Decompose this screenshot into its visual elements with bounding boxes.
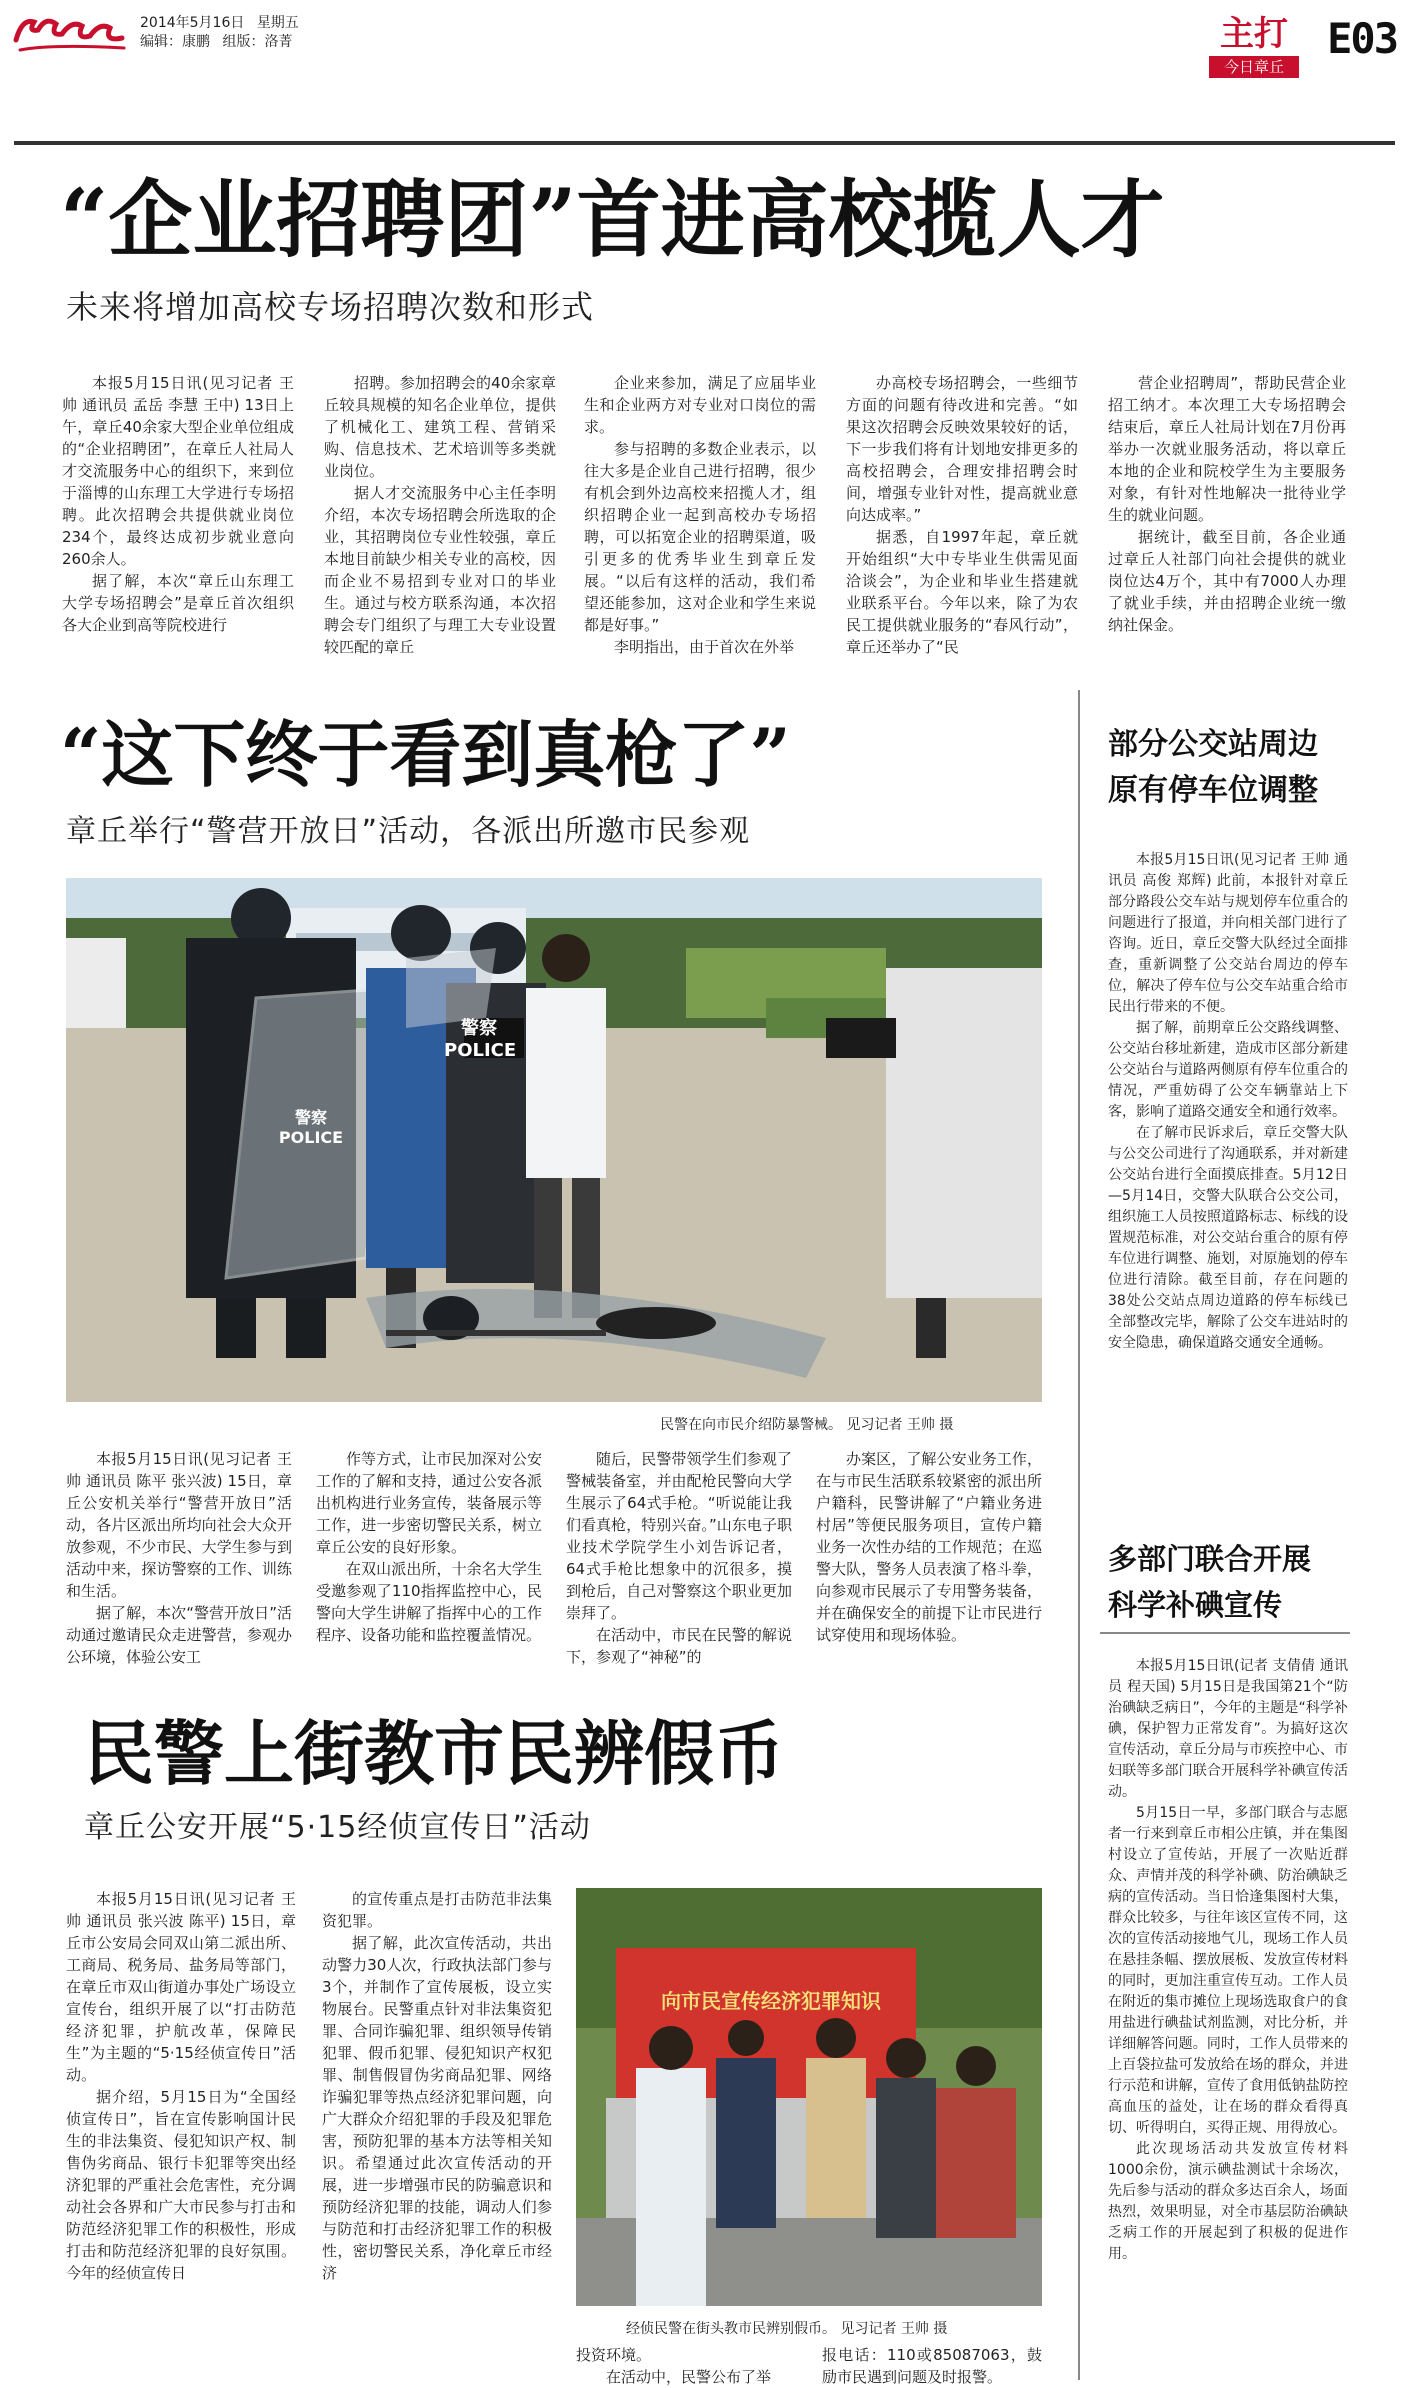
masthead-rule xyxy=(14,141,1395,145)
issue-date: 2014年5月16日 xyxy=(140,15,245,31)
sidebar-a-paragraph: 在了解市民诉求后，章丘交警大队与公交公司进行了沟通联系，并对新建公交站台进行全面摸底排查。5月12日—5月14日，交警大队联合公交公司，组织施工人员按照道路标志、标线的设置规范标准，对公交站台重合的原有停车位进行调整、施划，对原施划的停车位进行清除。截至目前，存在问题的38处公交站点周边道路的停车标线已全部整改完毕，解除了公交车进站时的安全隐患，确保道路交通安全通畅。 xyxy=(1108,1125,1348,1351)
story3-headline: 民警上街教市民辨假币 xyxy=(84,1712,784,1795)
photo-shield-label xyxy=(271,1108,351,1148)
story1-column-4 xyxy=(846,372,1078,656)
story1-column-2 xyxy=(324,372,556,656)
story2-subhead: 章丘举行“警营开放日”活动，各派出所邀市民参观 xyxy=(66,814,751,849)
photo-shield-police: POLICE xyxy=(278,1128,344,1147)
story2-column-1 xyxy=(66,1448,292,1666)
story1-paragraph: 据统计，截至目前，各企业通过章丘人社部门向社会提供的就业岗位达4万个，其中有7000人办理了就业手续，并由招聘企业统一缴纳社保金。 xyxy=(1108,528,1346,634)
sidebar-separator xyxy=(1100,1632,1350,1634)
sidebar-a-body xyxy=(1108,850,1348,1620)
story3-paragraph: 报电话：110或85087063，鼓励市民遇到问题及时报警。 xyxy=(822,2346,1042,2386)
sidebar-b-paragraph: 本报5月15日讯(记者 支倩倩 通讯员 程天国) 5月15日是我国第21个“防治碘缺乏病日”，今年的主题是“科学补碘，保护智力正常发育”。为搞好这次宣传活动，章丘分局与市疾控中心、市妇联等多部门联合开展科学补碘宣传活动。 xyxy=(1108,1658,1348,1800)
story2-headline: “这下终于看到真枪了” xyxy=(60,712,791,797)
story3-column-3 xyxy=(576,2344,802,2386)
story3-column-2 xyxy=(322,1888,552,2378)
story3-paragraph: 据了解，此次宣传活动，共出动警力30人次，行政执法部门参与3个，并制作了宣传展板，设立实物展台。民警重点针对非法集资犯罪、合同诈骗犯罪、组织领导传销犯罪、假币犯罪、侵犯知识产权犯罪、制售假冒伪劣商品犯罪、网络诈骗犯罪等热点经济犯罪问题，向广大群众介绍犯罪的手段及犯罪危害，预防犯罪的基本方法等相关知识。希望通过此次宣传活动的开展，进一步增强市民的防骗意识和预防经济犯罪的技能，调动人们参与防范和打击经济犯罪工作的积极性，密切警民关系，净化章丘市经济 xyxy=(322,1934,552,2282)
editor-credit: 编辑：康鹏 xyxy=(140,34,210,50)
story1-paragraph: 参与招聘的多数企业表示，以往大多是企业自己进行招聘，很少有机会到外边高校来招揽人才，组织招聘企业一起到高校办专场招聘，可以拓宽企业的招聘渠道，吸引更多的优秀毕业生到章丘发展。“以后有这样的活动，我们希望还能参加，这对企业和学生来说都是好事。” xyxy=(584,440,816,634)
story3-paragraph: 的宣传重点是打击防范非法集资犯罪。 xyxy=(322,1890,552,1930)
section-subname: 今日章丘 xyxy=(1209,56,1299,78)
story3-subhead: 章丘公安开展“5·15经侦宣传日”活动 xyxy=(84,1810,591,1845)
story2-paragraph: 据了解，本次“警营开放日”活动通过邀请民众走进警营，参观办公环境，体验公安工 xyxy=(66,1604,292,1666)
story1-headline: “企业招聘团”首进高校揽人才 xyxy=(60,170,1165,269)
newspaper-logo-mark xyxy=(12,10,130,56)
sidebar-b-paragraph: 此次现场活动共发放宣传材料1000余份，演示碘盐测试十余场次，先后参与活动的群众多达百余人，场面热烈，效果明显，对全市基层防治碘缺乏病工作的开展起到了积极的促进作用。 xyxy=(1108,2141,1348,2262)
story3-column-4 xyxy=(822,2344,1042,2386)
story3-paragraph: 投资环境。 xyxy=(576,2346,652,2364)
story2-photo-caption: 民警在向市民介绍防暴警械。 见习记者 王帅 摄 xyxy=(660,1417,954,1433)
story2-photo-image xyxy=(66,878,1042,1402)
story2-paragraph: 在双山派出所，十余名大学生受邀参观了110指挥监控中心，民警向大学生讲解了指挥中心的工作程序、设备功能和监控覆盖情况。 xyxy=(316,1560,542,1644)
story2-column-3 xyxy=(566,1448,792,1666)
story3-photo xyxy=(576,1888,1042,2306)
newspaper-logo xyxy=(12,10,130,56)
section-label xyxy=(1209,14,1299,78)
story2-photo xyxy=(66,878,1042,1402)
story2-column-2 xyxy=(316,1448,542,1648)
story1-column-1 xyxy=(62,372,294,650)
story1-paragraph: 营企业招聘周”，帮助民营企业招工纳才。本次理工大专场招聘会结束后，章丘人社局计划在7月份再举办一次就业服务活动，将以章丘本地的企业和院校学生为主要服务对象，有针对性地解决一批待业学生的就业问题。 xyxy=(1108,374,1346,524)
story3-photo-image xyxy=(576,1888,1042,2306)
sidebar-a-title-line1: 部分公交站周边 xyxy=(1108,727,1318,762)
photo-shield-cn: 警察 xyxy=(294,1108,327,1127)
story1-paragraph: 据人才交流服务中心主任李明介绍，本次专场招聘会所选取的企业，其招聘岗位专业性较强，章丘本地目前缺少相关专业的高校，因而企业不易招到专业对口的毕业生。通过与校方联系沟通，本次招聘会专门组织了与理工大专业设置较匹配的章丘 xyxy=(324,484,556,656)
story2-paragraph: 本报5月15日讯(见习记者 王帅 通讯员 陈平 张兴波) 15日，章丘公安机关举行“警营开放日”活动，各片区派出所均向社会大众开放参观，不少市民、大学生参与到活动中来，探访警察的工作、训练和生活。 xyxy=(66,1450,292,1600)
story3-paragraph: 在活动中，民警公布了举 xyxy=(606,2368,772,2386)
story1-column-3 xyxy=(584,372,816,656)
story2-column-4 xyxy=(816,1448,1042,1648)
story1-paragraph: 本报5月15日讯(见习记者 王帅 通讯员 孟岳 李慧 王中) 13日上午，章丘40余家大型企业单位组成的“企业招聘团”，在章丘人社局人才交流服务中心的组织下，来到位于淄博的山东理工大学进行专场招聘。此次招聘会共提供就业岗位234个，最终达成初步就业意向260余人。 xyxy=(62,374,294,568)
photo-vest-police: POLICE xyxy=(444,1040,517,1061)
issue-weekday: 星期五 xyxy=(256,15,299,31)
sidebar-b-title-line2: 科学补碘宣传 xyxy=(1108,1588,1283,1622)
story1-paragraph: 李明指出，由于首次在外举 xyxy=(614,638,795,656)
sidebar-b-paragraph: 5月15日一早，多部门联合与志愿者一行来到章丘市相公庄镇，并在集图村设立了宣传站，开展了一次贴近群众、声情并茂的科学补碘、防治碘缺乏病的宣传活动。当日恰逢集图村大集，群众比较多，与往年该区宣传不同，这次的宣传活动接地气儿，现场工作人员在悬挂条幅、摆放展板、发放宣传材料的同时，更加注重宣传互动。工作人员在附近的集市摊位上现场选取食户的食用盐进行碘盐试剂监测，对比分析，并详细解答问题。同时，工作人员带来的上百袋拉盐可发放给在场的群众，并进行示范和讲解，宣传了食用低钠盐防控高血压的益处，让在场的群众看得真切、听得明白，买得正规、用得放心。 xyxy=(1108,1805,1348,2136)
issue-meta xyxy=(140,14,307,52)
sidebar-a-title-line2: 原有停车位调整 xyxy=(1108,773,1318,808)
story1-paragraph: 企业来参加，满足了应届毕业生和企业两方对专业对口岗位的需求。 xyxy=(584,374,816,436)
sidebar-story-b xyxy=(1108,1536,1348,1628)
sidebar-b-title-line1: 多部门联合开展 xyxy=(1108,1542,1312,1576)
sidebar-b-body xyxy=(1108,1656,1348,2380)
story2-paragraph: 在活动中，市民在民警的解说下，参观了“神秘”的 xyxy=(566,1626,792,1666)
sidebar-a-paragraph: 本报5月15日讯(见习记者 王帅 通讯员 高俊 郑辉) 此前，本报针对章丘部分路段公交车站与规划停车位重合的问题进行了报道，并向相关部门进行了咨询。近日，章丘交警大队经过全面排查，重新调整了公交站台周边的停车位，解决了停车位与公交车站重合给市民出行带来的不便。 xyxy=(1108,852,1348,1015)
page-number: E03 xyxy=(1327,14,1397,63)
sidebar-divider xyxy=(1078,690,1080,2380)
story1-paragraph: 据悉，自1997年起，章丘就开始组织“大中专毕业生供需见面洽谈会”，为企业和毕业生搭建就业联系平台。今年以来，除了为农民工提供就业服务的“春风行动”，章丘还举办了“民 xyxy=(846,528,1078,656)
sidebar-story-a xyxy=(1108,722,1348,814)
section-name: 主打 xyxy=(1220,14,1288,54)
story3-photo-caption: 经侦民警在街头教市民辨别假币。 见习记者 王帅 摄 xyxy=(626,2321,948,2337)
story1-paragraph: 据了解，本次“章丘山东理工大学专场招聘会”是章丘首次组织各大企业到高等院校进行 xyxy=(62,572,294,634)
story3-paragraph: 据介绍，5月15日为“全国经侦宣传日”，旨在宣传影响国计民生的非法集资、侵犯知识产权、制售伪劣商品、银行卡犯罪等突出经济犯罪的严重社会危害性，充分调动社会各界和广大市民参与打击和防范经济犯罪工作的积极性，形成打击和防范经济犯罪的良好氛围。今年的经侦宣传日 xyxy=(66,2088,296,2282)
story2-paragraph: 作等方式，让市民加深对公安工作的了解和支持，通过公安各派出机构进行业务宣传，装备展示等工作，进一步密切警民关系，树立章丘公安的良好形象。 xyxy=(316,1450,542,1556)
photo-vest-cn: 警察 xyxy=(461,1018,497,1039)
story1-column-5 xyxy=(1108,372,1346,650)
story2-paragraph: 办案区，了解公安业务工作，在与市民生活联系较紧密的派出所户籍科，民警讲解了“户籍业务进村居”等便民服务项目，宣传户籍业务一次性办结的工作规范；在巡警大队，警务人员表演了格斗拳，向参观市民展示了专用警务装备，并在确保安全的前提下让市民进行试穿使用和现场体验。 xyxy=(816,1450,1042,1644)
story1-paragraph: 招聘。参加招聘会的40余家章丘较具规模的知名企业单位，提供了机械化工、建筑工程、营销采购、信息技术、艺术培训等多类就业岗位。 xyxy=(324,374,556,480)
story3-column-1 xyxy=(66,1888,296,2378)
photo-vest-label xyxy=(444,1018,517,1062)
story2-paragraph: 随后，民警带领学生们参观了警械装备室，并由配枪民警向大学生展示了64式手枪。“听说能让我们看真枪，特别兴奋。”山东电子职业技术学院学生小刘告诉记者，64式手枪比想象中的沉很多，摸到枪后，自己对警察这个职业更加崇拜了。 xyxy=(566,1450,792,1622)
photo-banner-text: 向市民宣传经济犯罪知识 xyxy=(661,1989,881,2013)
story1-subhead: 未来将增加高校专场招聘次数和形式 xyxy=(66,288,595,326)
story3-paragraph: 本报5月15日讯(见习记者 王帅 通讯员 张兴波 陈平) 15日，章丘市公安局会同双山第二派出所、工商局、税务局、盐务局等部门，在章丘市双山街道办事处广场设立宣传台，组织开展了以“打击防范经济犯罪，护航改革，保障民生”为主题的“5·15经侦宣传日”活动。 xyxy=(66,1890,296,2084)
layout-credit: 组版：洛菁 xyxy=(222,34,293,50)
story1-paragraph: 办高校专场招聘会，一些细节方面的问题有待改进和完善。“如果这次招聘会反映效果较好的话，下一步我们将有计划地安排更多的高校招聘会，合理安排招聘会时间，增强专业针对性，提高就业意向达成率。” xyxy=(846,374,1078,524)
sidebar-a-paragraph: 据了解，前期章丘公交路线调整、公交站台移址新建，造成市区部分新建公交站台与道路两侧原有停车位重合的情况，严重妨碍了公交车辆靠站上下客，影响了道路交通安全和通行效率。 xyxy=(1108,1020,1348,1120)
